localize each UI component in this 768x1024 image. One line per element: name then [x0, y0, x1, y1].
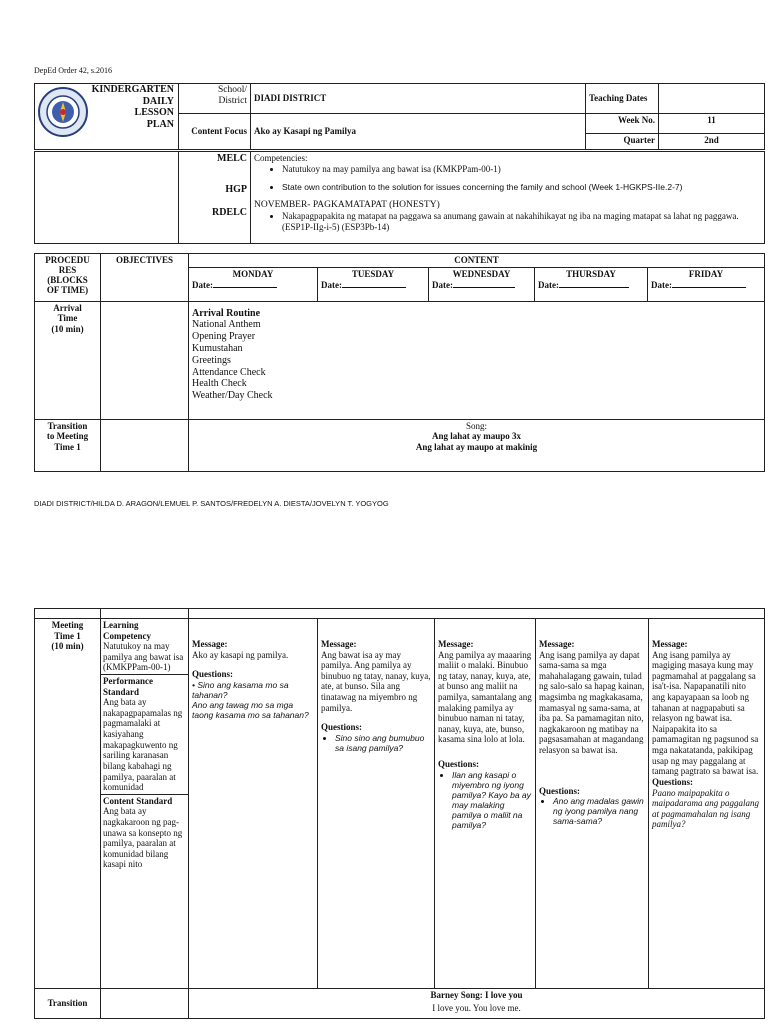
schedule-table [34, 253, 765, 472]
school-value: DIADI DISTRICT [251, 84, 586, 114]
quarter-label: Quarter [586, 134, 659, 150]
wednesday-message: Ang pamilya ay maaaring maliit o malaki. Binubuo ng tatay, nanay, kuya, ate, at bunso ang maliit na pamilya, samantalang ang malaking pamilya ay binubuo naman ni tatay, nanay, kuya, ate, bunso, kasama sina lolo at lola. [438, 649, 532, 745]
procedures-header: PROCEDU RES (BLOCKS OF TIME) [35, 254, 101, 302]
quarter-value: 2nd [659, 134, 765, 150]
arrival-time-label: Arrival Time (10 min) [35, 301, 101, 419]
transition-objectives [101, 419, 189, 471]
teaching-dates-label: Teaching Dates [586, 84, 659, 114]
content-focus-label: Content Focus [179, 114, 251, 150]
rdelc-label: RDELC [211, 207, 247, 218]
friday-content: Message: Ang isang pamilya ay magiging masaya kung may pagmamahal at paggalang sa isa't-isa. Napapanatili nito ang kapayapaan sa loob ng tahanan at nagpapabuti sa relasyon ng bawat isa. Naipapakita ito sa pamamagitan ng pagsunod sa mga nakatatanda, pakikipag usap ng may paggalang at tamang pagtrato sa bawat isa. Questions: Paano maipapakita o maipadarama ang paggalang at pagmamahalan ng isang pamilya? [649, 619, 765, 989]
day-tuesday: TUESDAY Date: [318, 267, 429, 301]
barney-song-line: I love you. You love me. [432, 1002, 521, 1013]
thursday-message: Ang isang pamilya ay dapat sama-sama sa mga mahahalagang gawain, tulad ng salo-salo sa hapag kainan, magsimba ng magkakasama, mamasyal ng sama-sama, at iba pa. Sa pamamagitan nito, nagkakaroon ng matibay na pagsasamahan at magandang relasyon sa bawat isa. [539, 649, 645, 756]
arrival-routine-title: Arrival Routine [192, 307, 261, 319]
barney-song-title: Barney Song: I love you [430, 990, 523, 1000]
transition-objectives-2 [101, 989, 189, 1019]
footer-authors: DIADI DISTRICT/HILDA D. ARAGON/LEMUEL P. SANTOS/FREDELYN A. DIESTA/JOVELYN T. YOGYOG [34, 499, 389, 508]
spacer-cell [35, 609, 101, 619]
content-focus-value: Ako ay Kasapi ng Pamilya [251, 114, 586, 150]
monday-message: Ako ay kasapi ng pamilya. [192, 649, 289, 660]
performance-standard-text: Ang bata ay nakapagpapamalas ng pagmamalaki at kasiyahang makapagkuwento ng sariling karanasan bilang kabahagi ng pamilya, paaralan at komunidad [103, 697, 183, 793]
meeting-objectives [101, 619, 189, 989]
tuesday-question-1: • Sino sino ang bumubuo sa isang pamilya? [335, 733, 431, 753]
transition-song [189, 419, 765, 471]
day-monday: MONDAY Date: [189, 267, 318, 301]
arrival-routine-items: National Anthem Opening Prayer Kumustahan Greetings Attendance Check Health Check Weather/Day Check [192, 319, 273, 402]
competencies-heading: Competencies: [254, 153, 308, 163]
plan-title: KINDERGARTEN DAILY LESSON PLAN [91, 84, 174, 130]
objectives-header: OBJECTIVES [101, 254, 189, 302]
melc-label: MELC [217, 153, 247, 164]
content-standard-text: Ang bata ay nagkakaroon ng pag-unawa sa konsepto ng pamilya, paaralan at komunidad bilang kasapi nito [103, 806, 183, 870]
competency-content [251, 152, 765, 244]
thursday-question-1: • Ano ang madalas gawin ng iyong pamilya nang sama-sama? [553, 796, 645, 826]
school-label: School/ District [179, 84, 251, 114]
barney-song [189, 989, 765, 1019]
rdelc-item: • Nakapagpapakita ng matapat na paggawa sa anumang gawain at nakahihikayat ng iba na maging matapat sa lahat ng paggawa. (ESP1P-IIg-i-5) (ESP3Pb-14) [282, 211, 761, 232]
tuesday-content: Message: Ang bawat isa ay may pamilya. Ang pamilya ay binubuo ng tatay, nanay, kuya, ate, at bunso. Sila ang tinatawag na miyembro ng pamilya. Questions: • Sino sino ang bumubuo sa isang pamilya? [318, 619, 435, 989]
day-thursday: THURSDAY Date: [535, 267, 648, 301]
transition-label: Transition [35, 989, 101, 1019]
arrival-objectives [101, 301, 189, 419]
monday-question-1: Sino ang kasama mo sa tahanan? [192, 679, 289, 700]
bullet-icon: • [192, 679, 195, 690]
competency-blank-cell [35, 152, 179, 244]
melc-item: • Natutukoy na may pamilya ang bawat isa (KMKPPam-00-1) [282, 164, 761, 175]
hgp-label: HGP [225, 184, 247, 195]
meeting-time-label: Meeting Time 1 (10 min) [35, 619, 101, 989]
competency-table [34, 151, 765, 244]
hgp-item: • State own contribution to the solution for issues concerning the family and school (Week 1-HGKPS-IIe.2-7) [282, 182, 761, 192]
competency-labels [179, 152, 251, 244]
header-table [34, 83, 765, 150]
content-standard-title: Content Standard [103, 795, 173, 806]
arrival-routine [189, 301, 765, 419]
song-line-1: Ang lahat ay maupo 3x [432, 431, 522, 442]
friday-question: Paano maipapakita o maipadarama ang paggalang at pagmamahalan ng isang pamilya? [652, 787, 760, 830]
deped-seal-logo [38, 87, 88, 137]
monday-content: Message: Ako ay kasapi ng pamilya. Questions: • Sino ang kasama mo sa tahanan? Ano ang tawag mo sa mga taong kasama mo sa tahanan? [189, 619, 318, 989]
deped-order-ref: DepEd Order 42, s.2016 [34, 66, 112, 75]
rdelc-heading: NOVEMBER- PAGKAMATAPAT (HONESTY) [254, 200, 440, 211]
week-value: 11 [659, 114, 765, 134]
learning-competency-text: Natutukoy na may pamilya ang bawat isa (KMKPPam-00-1) [103, 641, 184, 673]
transition-meeting-label: Transition to Meeting Time 1 [35, 419, 101, 471]
wednesday-content: Message: Ang pamilya ay maaaring maliit o malaki. Binubuo ng tatay, nanay, kuya, ate, at bunso ang maliit na pamilya, samantalang ang malaking pamilya ay binubuo naman ni tatay, nanay, kuya, ate, bunso, kasama sina lolo at lola. Questions: • Ilan ang kasapi o miyembro ng iyong pamilya? Kayo ba ay may malaking pamilya o maliit na pamilya? [435, 619, 536, 989]
song-line-2: Ang lahat ay maupo at makinig [415, 441, 538, 452]
song-label: Song: [466, 420, 488, 431]
week-label: Week No. [586, 114, 659, 134]
teaching-dates-value [659, 84, 765, 114]
day-friday: FRIDAY Date: [648, 267, 765, 301]
monday-question-2: Ano ang tawag mo sa mga taong kasama mo sa tahanan? [192, 699, 309, 720]
content-header: CONTENT [189, 254, 765, 268]
day-wednesday: WEDNESDAY Date: [429, 267, 535, 301]
meeting-table [34, 608, 765, 1019]
plan-title-cell [35, 84, 179, 150]
tuesday-message: Ang bawat isa ay may pamilya. Ang pamilya ay binubuo ng tatay, nanay, kuya, ate, at bunso. Sila ang tinatawag na miyembro ng pamilya. [321, 649, 431, 713]
wednesday-question-1: • Ilan ang kasapi o miyembro ng iyong pamilya? Kayo ba ay may malaking pamilya o maliit na pamilya? [452, 770, 532, 830]
learning-competency-title: Learning Competency [103, 620, 151, 641]
performance-standard-title: Performance Standard [103, 676, 153, 697]
thursday-content: Message: Ang isang pamilya ay dapat sama-sama sa mga mahahalagang gawain, tulad ng salo-salo sa hapag kainan, magsimba ng magkakasama, mamasyal ng sama-sama, at iba pa. Sa pamamagitan nito, nagkakaroon ng matibay na pagsasamahan at magandang relasyon sa bawat isa. Questions: • Ano ang madalas gawin ng iyong pamilya nang sama-sama? [536, 619, 649, 989]
friday-message: Ang isang pamilya ay magiging masaya kung may pagmamahal at paggalang sa isa't-isa. Napapanatili nito ang kapayapaan sa loob ng tahanan at nagpapabuti sa relasyon ng bawat isa. Naipapakita ito sa pamamagitan ng pagsunod sa mga nakatatanda, pakikipag usap ng may paggalang at tamang pagtrato sa bawat isa. [652, 649, 759, 777]
